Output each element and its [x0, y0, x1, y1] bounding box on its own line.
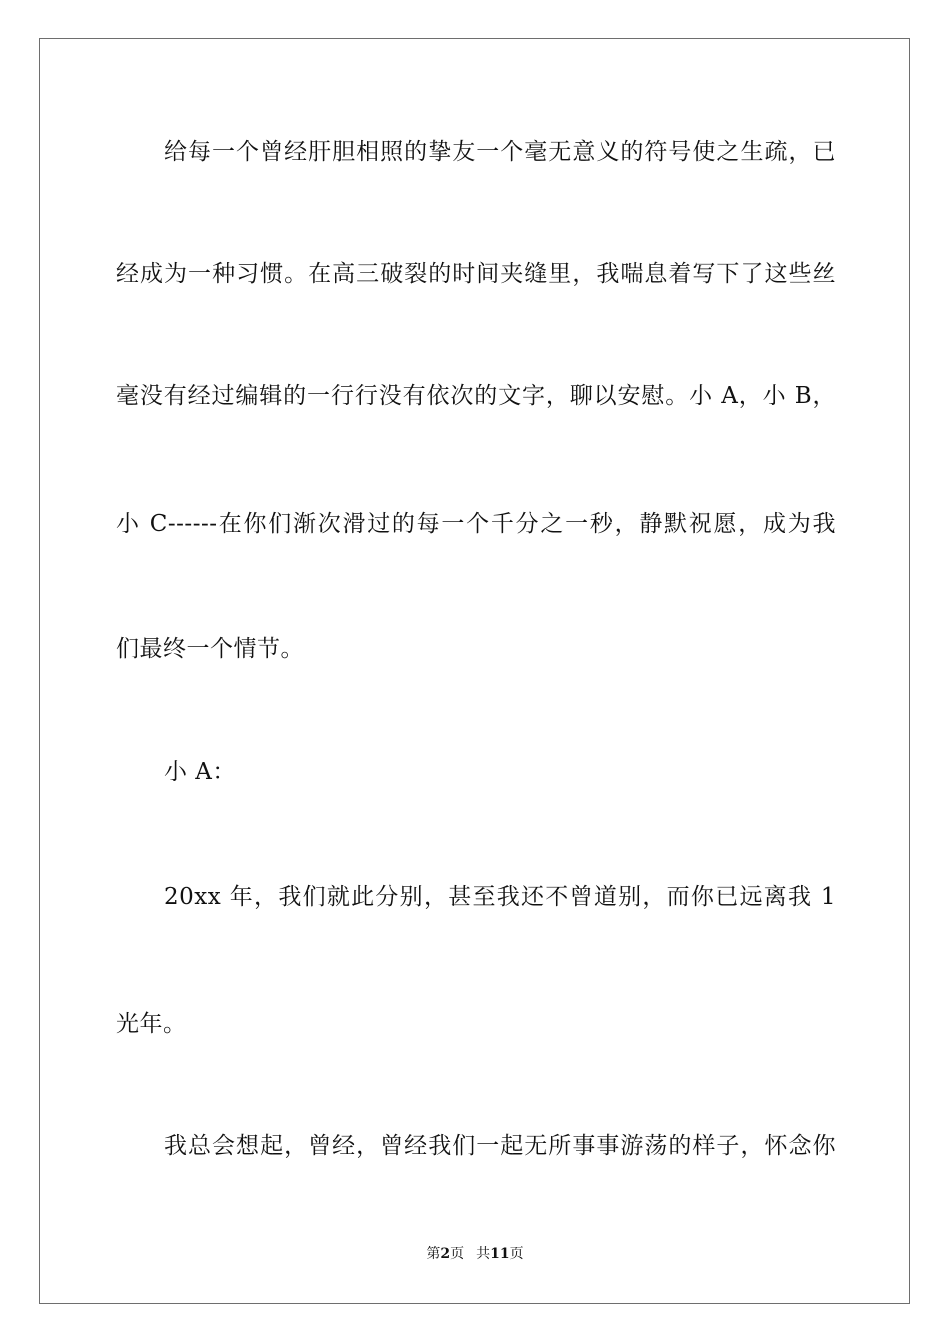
paragraph-line-5: 们最终一个情节。 — [116, 636, 304, 662]
footer-page-number: 2 — [440, 1246, 451, 1262]
footer-total-prefix: 共 — [476, 1246, 491, 1262]
paragraph-line-7: 光年。 — [116, 1011, 187, 1037]
paragraph-line-6: 20xx 年，我们就此分别，甚至我还不曾道别，而你已远离我 1 — [164, 884, 836, 910]
section-heading: 小 A： — [164, 759, 236, 785]
footer-total-pages: 11 — [490, 1246, 510, 1262]
paragraph-line-3: 毫没有经过编辑的一行行没有依次的文字，聊以安慰。小 A，小 B， — [116, 383, 836, 409]
page-frame — [39, 38, 910, 1304]
footer-page-suffix: 页 — [450, 1246, 465, 1262]
paragraph-line-1: 给每一个曾经肝胆相照的挚友一个毫无意义的符号使之生疏，已 — [164, 139, 836, 165]
paragraph-line-8: 我总会想起，曾经，曾经我们一起无所事事游荡的样子，怀念你 — [164, 1133, 836, 1159]
paragraph-line-2: 经成为一种习惯。在高三破裂的时间夹缝里，我喘息着写下了这些丝 — [116, 261, 836, 287]
paragraph-line-4: 小 C------在你们渐次滑过的每一个千分之一秒，静默祝愿，成为我 — [116, 511, 836, 537]
footer-total-suffix: 页 — [509, 1246, 524, 1262]
page-footer — [0, 1245, 950, 1263]
footer-page-prefix: 第 — [426, 1246, 441, 1262]
